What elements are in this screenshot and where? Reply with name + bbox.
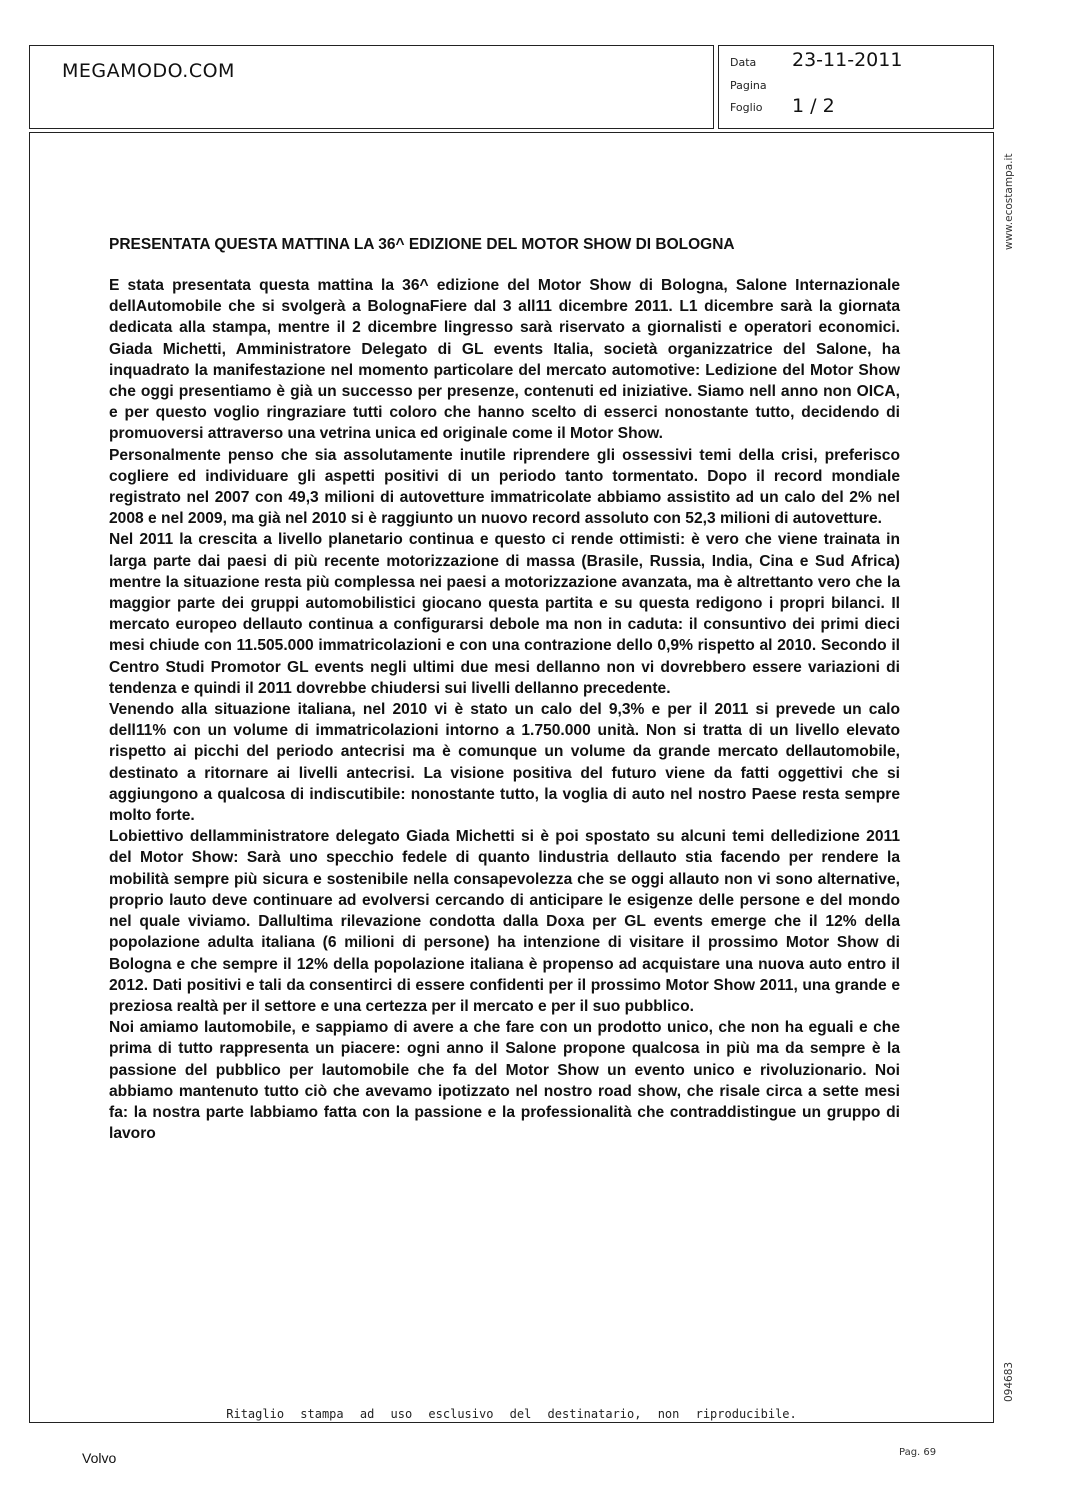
- article-title: PRESENTATA QUESTA MATTINA LA 36^ EDIZIONE DEL MOTOR SHOW DI BOLOGNA: [109, 236, 735, 253]
- article-paragraph: Noi amiamo lautomobile, e sappiamo di avere a che fare con un prodotto unico, che non ha eguali e che prima di tutto rappresenta un piacere: ogni anno il Salone propone qualcosa in più ma da sempre è la passione del pubblico per lautomobile che fa del Motor Show un evento unico e rivoluzionario. Noi abbiamo mantenuto tutto ciò che avevamo ipotizzato nel nostro road show, che risale circa a sette mesi fa: la nostra parte labbiamo fatta con la passione e la professionalità che contraddistingue un gruppo di lavoro: [109, 1019, 900, 1143]
- data-value: 23-11-2011: [792, 49, 903, 71]
- article-paragraph: Nel 2011 la crescita a livello planetario continua e questo ci rende ottimisti: è vero che viene trainata in larga parte dai paesi di più recente motorizzazione di massa (Brasile, Russia, India, Cina e Sud Africa) mentre la situazione resta più complessa nei paesi a motorizzazione avanzata, ma è altrettanto vero che la maggior parte dei gruppi automobilistici giocano questa partita e su questa redigono i propri bilanci. Il mercato europeo dellauto continua a configurarsi debole ma non in caduta: il consuntivo dei primi dieci mesi chiude con 11.505.000 immatricolazioni e con una contrazione dello 0,9% rispetto al 2010. Secondo il Centro Studi Promotor GL events negli ultimi due mesi dellanno non vi dovrebbero essere variazioni di tendenza e quindi il 2011 dovrebbe chiudersi sui livelli dellanno precedente.: [109, 531, 900, 697]
- pagina-label: Pagina: [730, 79, 767, 92]
- foglio-value: 1 / 2: [792, 95, 835, 117]
- foglio-label: Foglio: [730, 101, 763, 114]
- article-paragraph: E stata presentata questa mattina la 36^ edizione del Motor Show di Bologna, Salone Internazionale dellAutomobile che si svolgerà a BolognaFiere dal 3 all11 dicembre 2011. L1 dicembre sarà la giornata dedicata alla stampa, mentre il 2 dicembre lingresso sarà riservato a giornalisti e operatori economici. Giada Michetti, Amministratore Delegato di GL events Italia, società organizzatrice del Salone, ha inquadrato la manifestazione nel momento particolare del mercato automotive: Ledizione del Motor Show che oggi presentiamo è già un successo per presenze, contenuti ed iniziative. Siamo nell anno non OICA, e per questo voglio ringraziare tutti coloro che hanno scelto di esserci nonostante tutto, decidendo di promuoversi attraverso una vetrina unica ed originale come il Motor Show.: [109, 277, 900, 443]
- reproduction-notice: Ritaglio stampa ad uso esclusivo del destinatario, non riproducibile.: [226, 1407, 797, 1421]
- publisher-name: MEGAMODO.COM: [62, 60, 235, 82]
- article-paragraph: Personalmente penso che sia assolutamente inutile riprendere gli ossessivi temi della crisi, preferisco cogliere ed individuare gli aspetti positivi di un periodo tanto tormentato. Dopo il record mondiale registrato nel 2007 con 49,3 milioni di autovetture immatricolate abbiamo assistito ad un calo del 2% nel 2008 e nel 2009, ma già nel 2010 si è raggiunto un nuovo record assoluto con 52,3 milioni di autovetture.: [109, 446, 900, 528]
- article-paragraph: Lobiettivo dellamministratore delegato Giada Michetti si è poi spostato su alcuni temi delledizione 2011 del Motor Show: Sarà uno specchio fedele di quanto lindustria dellauto stia facendo per rendere la mobilità sempre più sicura e sostenibile nella consapevolezza che se oggi allauto non vi sono alternative, proprio lauto deve continuare ad evolversi cercando di anticipare le esigenze delle persone e del mondo nel quale viviamo. Dallultima rilevazione condotta dalla Doxa per GL events emerge che il 12% della popolazione adulta italiana (6 milioni di persone) ha intenzione di visitare il prossimo Motor Show di Bologna e che sempre il 12% della popolazione italiana è propenso ad acquistare una nuova auto entro il 2012. Dati positivi e tali da consentirci di essere confidenti per il prossimo Motor Show 2011, una grande e preziosa realtà per il settore e una certezza per il mercato e per il suo pubblico.: [109, 828, 900, 1015]
- page-number: Pag. 69: [899, 1447, 937, 1458]
- data-label: Data: [730, 56, 757, 69]
- website-vertical-label: www.ecostampa.it: [1003, 153, 1015, 250]
- header-meta-box: [718, 45, 994, 129]
- client-name: Volvo: [82, 1450, 117, 1466]
- article-paragraph: Venendo alla situazione italiana, nel 2010 vi è stato un calo del 9,3% e per il 2011 si prevede un calo dell11% con un volume di immatricolazioni intorno a 1.750.000 unità. Non si tratta di un livello elevato rispetto ai picchi del periodo antecrisi ma è comunque un volume da grande mercato dellautomobile, destinato a ritornare ai livelli antecrisi. La visione positiva del futuro viene da fatti oggettivi che si aggiungono a qualcosa di indiscutibile: nonostante tutto, la voglia di auto nel nostro Paese resta sempre molto forte.: [109, 701, 900, 825]
- header-publisher-box: [29, 45, 714, 129]
- article-body: [109, 275, 900, 1144]
- document-code-vertical: 094683: [1003, 1361, 1015, 1402]
